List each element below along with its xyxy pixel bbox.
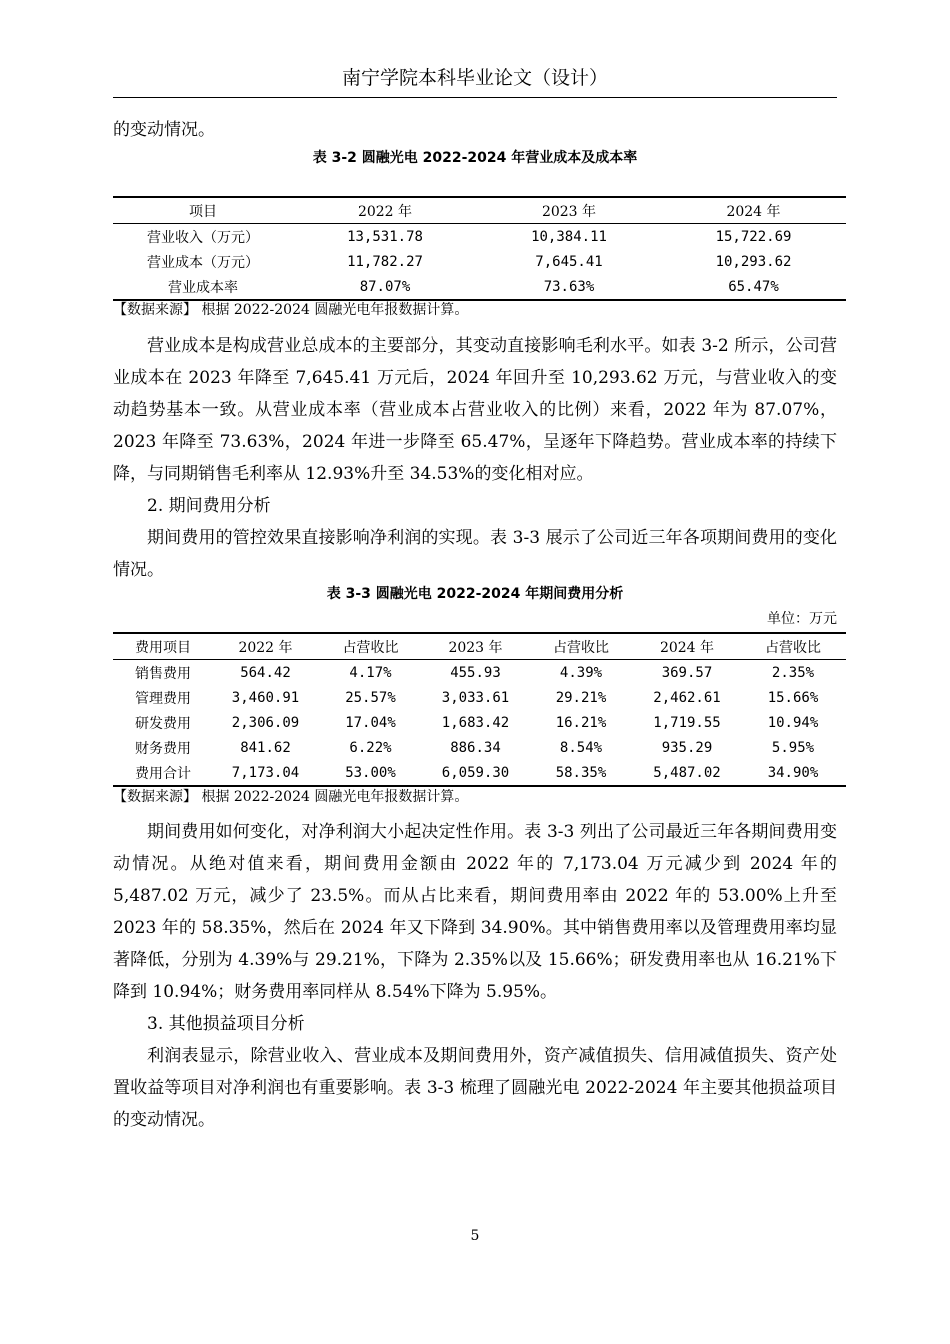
table-cell: 3,460.91 — [231, 689, 300, 706]
table-3-3-header-ratio-2023: 占营收比 — [528, 633, 634, 660]
table-3-3-header-2023: 2023 年 — [423, 633, 528, 660]
table-cell: 营业收入（万元） — [147, 229, 259, 246]
table-cell: 935.29 — [661, 739, 713, 756]
table-3-3-header-category: 费用项目 — [113, 633, 213, 660]
table-cell: 2,306.09 — [231, 714, 300, 731]
table-3-3-header-2024: 2024 年 — [634, 633, 740, 660]
table-cell: 11,782.27 — [347, 253, 423, 270]
table-cell: 10.94% — [767, 714, 819, 731]
table-cell: 841.62 — [240, 739, 291, 756]
table-3-2-header-2023: 2023 年 — [477, 197, 661, 224]
table-3-3-header-ratio-2022: 占营收比 — [318, 633, 423, 660]
paragraph-operating-cost: 营业成本是构成营业总成本的主要部分，其变动直接影响毛利水平。如表 3-2 所示，公司营业成本在 2023 年降至 7,645.41 万元后，2024 年回升至 10,293.62 万元，与营业收入的变动趋势基本一致。从营业成本率（营业成本占营业收入的比例）来看，2022 年为 87.07%，2023 年降至 73.63%，2024 年进一步降至 65.47%，呈逐年下降趋势。营业成本率的持续下降，与同期销售毛利率从 12.93%升至 34.53%的变化相对应。 — [113, 336, 837, 484]
table-cell: 5.95% — [771, 739, 815, 756]
table-cell: 营业成本（万元） — [147, 254, 259, 271]
table-cell: 财务费用 — [135, 740, 191, 757]
table-cell: 管理费用 — [135, 690, 191, 707]
table-cell: 53.00% — [318, 760, 423, 786]
table-cell: 6.22% — [349, 739, 392, 756]
table-3-2-header-item: 项目 — [113, 197, 293, 224]
page-number: 5 — [470, 1228, 480, 1244]
table-3-2-header-2022: 2022 年 — [293, 197, 477, 224]
table-row — [113, 735, 846, 760]
table-3-3-caption: 表 3-3 圆融光电 2022-2024 年期间费用分析 — [326, 586, 624, 602]
table-cell: 564.42 — [240, 664, 291, 681]
table-row — [113, 660, 846, 686]
table-row — [113, 710, 846, 735]
table-cell: 5,487.02 — [634, 760, 740, 786]
table-3-2-caption: 表 3-2 圆融光电 2022-2024 年营业成本及成本率 — [312, 150, 638, 166]
table-cell: 25.57% — [345, 689, 396, 706]
page-header: 南宁学院本科毕业论文（设计） — [113, 60, 837, 98]
table-cell: 87.07% — [293, 274, 477, 300]
table-row — [113, 685, 846, 710]
table-3-2 — [113, 196, 846, 301]
table-3-3-header-2022: 2022 年 — [213, 633, 318, 660]
table-cell: 1,719.55 — [653, 714, 721, 731]
table-row — [113, 249, 846, 274]
table-cell: 4.39% — [559, 664, 603, 681]
table-cell: 886.34 — [450, 739, 501, 756]
section-heading-period-expenses: 2. 期间费用分析 — [147, 496, 271, 516]
table-cell: 研发费用 — [135, 715, 191, 732]
table-3-2-source-note: 【数据来源】 根据 2022-2024 圆融光电年报数据计算。 — [113, 302, 469, 318]
table-cell: 455.93 — [450, 664, 501, 681]
table-cell: 7,173.04 — [213, 760, 318, 786]
table-cell: 29.21% — [555, 689, 607, 706]
table-cell: 费用合计 — [113, 760, 213, 786]
table-cell: 15,722.69 — [715, 228, 792, 245]
table-cell: 73.63% — [477, 274, 661, 300]
table-cell: 2.35% — [771, 664, 815, 681]
table-cell: 34.90% — [740, 760, 846, 786]
table-cell: 销售费用 — [135, 665, 191, 682]
table-3-2-header-2024: 2024 年 — [661, 197, 846, 224]
table-cell: 15.66% — [767, 689, 819, 706]
table-cell: 10,293.62 — [715, 253, 792, 270]
section-heading-other-items: 3. 其他损益项目分析 — [147, 1014, 305, 1034]
table-3-3-header-ratio-2024: 占营收比 — [740, 633, 846, 660]
intro-fragment: 的变动情况。 — [113, 120, 215, 140]
table-cell: 13,531.78 — [347, 228, 423, 245]
table-row — [113, 760, 846, 786]
table-cell: 369.57 — [661, 664, 713, 681]
table-cell: 65.47% — [661, 274, 846, 300]
table-cell: 17.04% — [345, 714, 396, 731]
table-3-3-source-note: 【数据来源】 根据 2022-2024 圆融光电年报数据计算。 — [113, 789, 469, 805]
table-cell: 3,033.61 — [441, 689, 510, 706]
table-cell: 1,683.42 — [441, 714, 510, 731]
table-cell: 10,384.11 — [531, 228, 607, 245]
table-3-3 — [113, 632, 846, 787]
table-cell: 营业成本率 — [113, 274, 293, 300]
table-cell: 8.54% — [559, 739, 603, 756]
table-row — [113, 224, 846, 250]
table-cell: 58.35% — [528, 760, 634, 786]
table-cell: 6,059.30 — [423, 760, 528, 786]
paragraph-period-expenses-analysis: 期间费用如何变化，对净利润大小起决定性作用。表 3-3 列出了公司最近三年各期间费用变动情况。从绝对值来看，期间费用金额由 2022 年的 7,173.04 万元减少到 2024 年的 5,487.02 万元，减少了 23.5%。而从占比来看，期间费用率由 2022 年的 53.00%上升至 2023 年的 58.35%，然后在 2024 年又下降到 34.90%。其中销售费用率以及管理费用率均显著降低，分别为 4.39%与 29.21%，下降为 2.35%以及 15.66%；研发费用率也从 16.21%下降到 10.94%；财务费用率同样从 8.54%下降为 5.95%。 — [113, 822, 837, 1002]
table-cell: 16.21% — [555, 714, 607, 731]
table-cell: 2,462.61 — [653, 689, 721, 706]
table-row — [113, 274, 846, 300]
paragraph-other-items: 利润表显示，除营业收入、营业成本及期间费用外，资产减值损失、信用减值损失、资产处置收益等项目对净利润也有重要影响。表 3-3 梳理了圆融光电 2022-2024 年主要其他损益项目的变动情况。 — [113, 1046, 837, 1130]
paragraph-period-expenses-intro: 期间费用的管控效果直接影响净利润的实现。表 3-3 展示了公司近三年各项期间费用的变化情况。 — [113, 528, 837, 580]
table-3-3-unit: 单位：万元 — [767, 611, 837, 627]
table-cell: 4.17% — [349, 664, 392, 681]
table-cell: 7,645.41 — [535, 253, 603, 270]
